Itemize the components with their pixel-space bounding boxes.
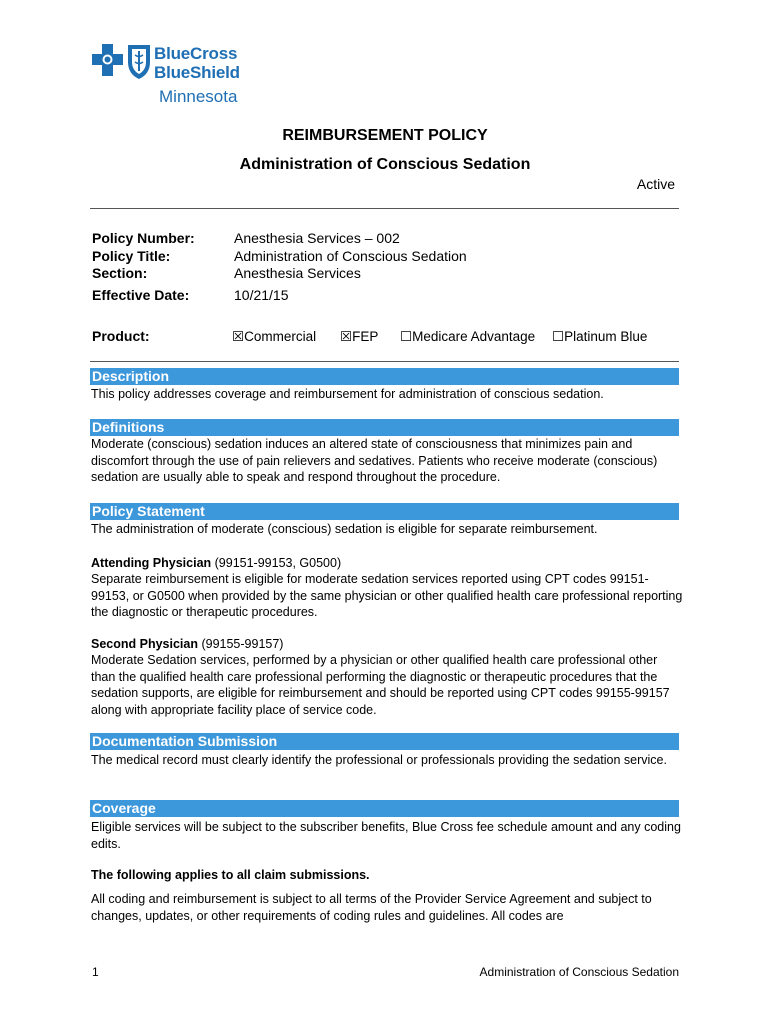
policy-title-label: Policy Title:	[92, 248, 171, 264]
policy-status: Active	[636, 176, 675, 192]
section-header-definitions	[90, 419, 679, 436]
description-text: This policy addresses coverage and reimbursement for administration of conscious sedation.	[91, 387, 604, 401]
coverage-text: Eligible services will be subject to the subscriber benefits, Blue Cross fee schedule amount and any coding edits.	[91, 820, 681, 851]
divider	[90, 361, 679, 362]
policy-title-value: Administration of Conscious Sedation	[234, 248, 467, 264]
product-label: Product:	[92, 328, 150, 344]
second-physician-codes: (99155-99157)	[197, 637, 284, 651]
attending-physician-text: Separate reimbursement is eligible for moderate sedation services reported using CPT codes 99151-99153, or G0500 when provided by the same physician or other qualified health care professional reporting the diagnostic or therapeutic procedures.	[91, 572, 683, 620]
section-header-documentation	[90, 733, 679, 750]
section-label: Section:	[92, 265, 148, 281]
section-header-coverage	[90, 800, 679, 817]
effective-date-label: Effective Date:	[92, 287, 190, 303]
product-option-platinum-blue: ☐Platinum Blue	[552, 329, 648, 344]
section-heading: Policy Statement	[92, 503, 205, 519]
second-physician-title: Second Physician	[91, 637, 198, 651]
document-subtitle: Administration of Conscious Sedation	[239, 156, 531, 173]
section-header-description	[90, 368, 679, 385]
product-option-fep: ☒FEP	[340, 329, 379, 344]
cross-icon	[92, 44, 123, 76]
footer-title: Administration of Conscious Sedation	[479, 965, 679, 979]
shield-icon	[128, 45, 150, 79]
section-value: Anesthesia Services	[234, 265, 361, 281]
section-heading: Description	[92, 368, 170, 384]
product-option-medicare-advantage: ☐Medicare Advantage	[400, 329, 536, 344]
claims-text: All coding and reimbursement is subject to all terms of the Provider Service Agreement and subject to changes, updates, or other requirements of coding rules and guidelines. All codes are	[91, 892, 652, 923]
product-option-commercial: ☒Commercial	[232, 329, 317, 344]
claims-heading	[91, 867, 683, 884]
logo-text-blueshield: BlueShield	[154, 63, 240, 82]
effective-date-value: 10/21/15	[234, 287, 289, 303]
divider	[90, 208, 679, 209]
policy-number-value: Anesthesia Services – 002	[234, 230, 400, 246]
logo-text-minnesota: Minnesota	[159, 87, 238, 106]
attending-physician-codes: (99151-99153, G0500)	[211, 556, 342, 570]
definitions-text: Moderate (conscious) sedation induces an altered state of consciousness that minimizes pain and discomfort through the use of pain relievers and sedatives. Patients who receive moderate (conscious) sedation are usually able to speak and respond throughout the procedure.	[91, 437, 658, 485]
logo-text-bluecross: BlueCross	[154, 44, 238, 63]
section-header-policy-statement	[90, 503, 679, 520]
attending-physician-title: Attending Physician	[91, 556, 212, 570]
section-heading: Documentation Submission	[92, 733, 278, 749]
documentation-text: The medical record must clearly identify the professional or professionals providing the sedation service.	[91, 753, 667, 767]
section-heading: Definitions	[92, 419, 165, 435]
section-heading: Coverage	[92, 800, 156, 816]
document-title: REIMBURSEMENT POLICY	[282, 127, 488, 144]
second-physician-text: Moderate Sedation services, performed by a physician or other qualified health care professional other than the qualified health care professional performing the diagnostic or therapeutic procedures that the sedation supports, are eligible for reimbursement and should be reported using CPT codes 99155-99157 along with appropriate facility place of service code.	[91, 653, 670, 717]
second-physician-heading	[91, 636, 683, 653]
policy-number-label: Policy Number:	[92, 230, 195, 246]
attending-physician-heading	[91, 555, 683, 572]
claims-title: The following applies to all claim submissions.	[91, 868, 370, 882]
page-number: 1	[92, 965, 99, 979]
policy-statement-text: The administration of moderate (conscious) sedation is eligible for separate reimbursement.	[91, 522, 598, 536]
